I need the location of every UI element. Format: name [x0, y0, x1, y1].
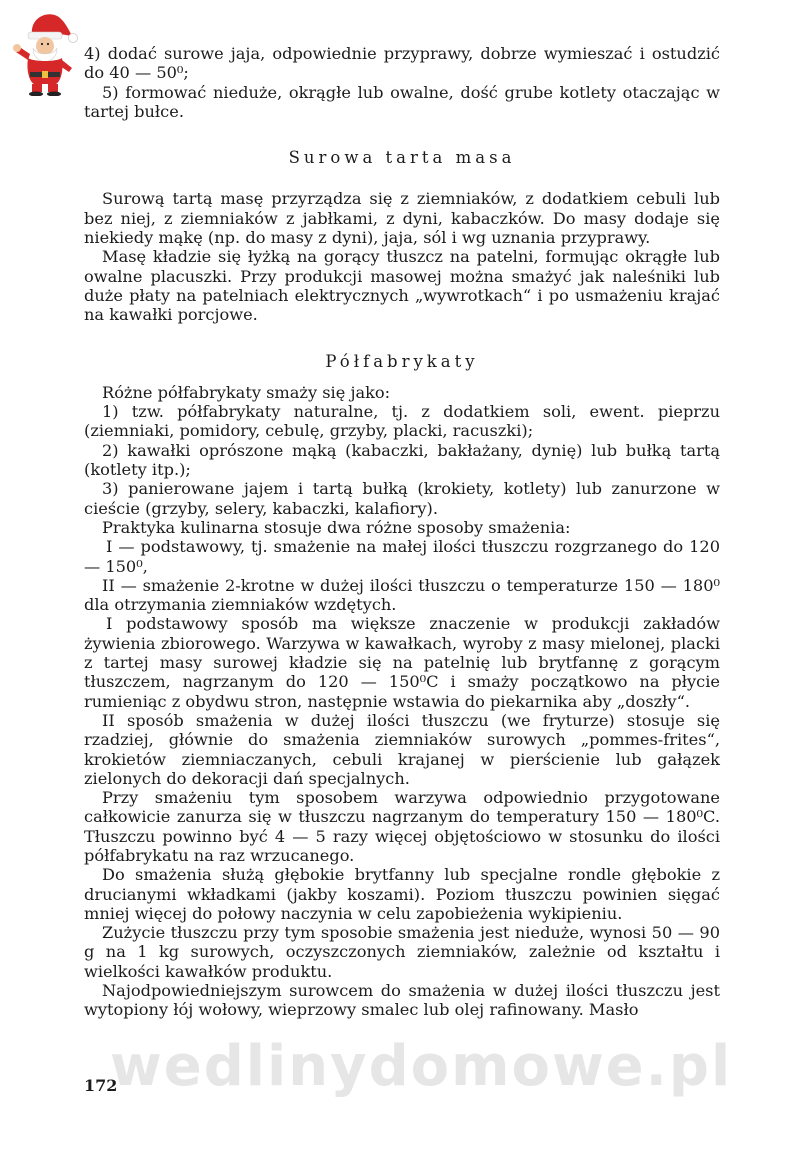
paragraph: Do smażenia służą głębokie brytfanny lub specjalne rondle głębokie z drucianymi wkładkami (jakby koszami). Poziom tłuszczu powinien sięgać mniej więcej do połowy naczynia w celu zapobieżenia wykipieniu.	[84, 865, 720, 923]
section-heading-surowa-tarta-masa: Surowa tarta masa	[288, 148, 516, 168]
paragraph: Najodpowiedniejszym surowcem do smażenia w dużej ilości tłuszczu jest wytopiony łój wołowy, wieprzowy smalec lub olej rafinowany. Masło	[84, 981, 720, 1020]
paragraph: II sposób smażenia w dużej ilości tłuszczu (we fryturze) stosuje się rzadziej, głównie do smażenia ziemniaków surowych „pommes-frites“, krokietów ziemniaczanych, cebuli krajanej w pierścienie lub gałązek zielonych do dekoracji dań specjalnych.	[84, 710, 720, 788]
paragraph: Różne półfabrykaty smaży się jako:	[102, 382, 391, 402]
section-heading-polfabrykaty: Półfabrykaty	[325, 351, 479, 371]
page-text	[84, 44, 720, 1020]
paragraph: Surową tartą masę przyrządza się z ziemniaków, z dodatkiem cebuli lub bez niej, z ziemniaków z jabłkami, z dyni, kabaczków. Do masy dodaje się niekiedy mąkę (np. do masy z dyni), jaja, sól i wg uznania przyprawy.	[84, 189, 720, 248]
santa-claus-icon	[12, 6, 78, 96]
paragraph: 4) dodać surowe jaja, odpowiednie przyprawy, dobrze wymieszać i ostudzić do 40 — 50⁰;	[84, 44, 720, 83]
paragraph: 1) tzw. półfabrykaty naturalne, tj. z dodatkiem soli, ewent. pieprzu (ziemniaki, pomidory, cebulę, grzyby, placki, racuszki);	[84, 402, 720, 441]
paragraph: Zużycie tłuszczu przy tym sposobie smażenia jest nieduże, wynosi 50 — 90 g na 1 kg surowych, oczyszczonych ziemniaków, zależnie od kształtu i wielkości kawałków produktu.	[84, 923, 720, 981]
paragraph: I — podstawowy, tj. smażenie na małej ilości tłuszczu rozgrzanego do 120 — 150⁰,	[84, 537, 720, 576]
paragraph: Przy smażeniu tym sposobem warzywa odpowiednio przygotowane całkowicie zanurza się w tłuszczu nagrzanym do temperatury 150 — 180⁰C. Tłuszczu powinno być 4 — 5 razy więcej objętościowo w stosunku do ilości półfabrykatu na raz wrzucanego.	[84, 788, 720, 865]
paragraph: 3) panierowane jajem i tartą bułką (krokiety, kotlety) lub zanurzone w cieście (grzyby, selery, kabaczki, kalafiory).	[84, 479, 720, 518]
paragraph: II — smażenie 2-krotne w dużej ilości tłuszczu o temperaturze 150 — 180⁰ dla otrzymania ziemniaków wzdętych.	[84, 575, 720, 615]
watermark: wedlinydomowe.pl	[110, 1034, 733, 1099]
paragraph: 5) formować nieduże, okrągłe lub owalne, dość grube kotlety otaczając w tartej bułce.	[84, 82, 720, 121]
paragraph: I podstawowy sposób ma większe znaczenie w produkcji zakładów żywienia zbiorowego. Warzywa w kawałkach, wyroby z masy mielonej, placki z tartej masy surowej kładzie się na patelnię lub brytfannę z gorącym tłuszczem, nagrzanym do 120 — 150⁰C i smaży początkowo na płycie rumieniąc z obydwu stron, następnie wstawia do piekarnika aby „doszły“.	[84, 614, 720, 711]
page-number: 172	[84, 1076, 118, 1095]
paragraph: Masę kładzie się łyżką na gorący tłuszcz na patelni, formując okrągłe lub owalne placuszki. Przy produkcji masowej można smażyć jak naleśniki lub duże płaty na patelniach elektrycznych „wywrotkach“ i po usmażeniu krajać na kawałki porcjowe.	[84, 247, 720, 325]
paragraph: Praktyka kulinarna stosuje dwa różne sposoby smażenia:	[102, 517, 571, 537]
paragraph: 2) kawałki oprószone mąką (kabaczki, bakłażany, dynię) lub bułką tartą (kotlety itp.);	[84, 440, 720, 480]
